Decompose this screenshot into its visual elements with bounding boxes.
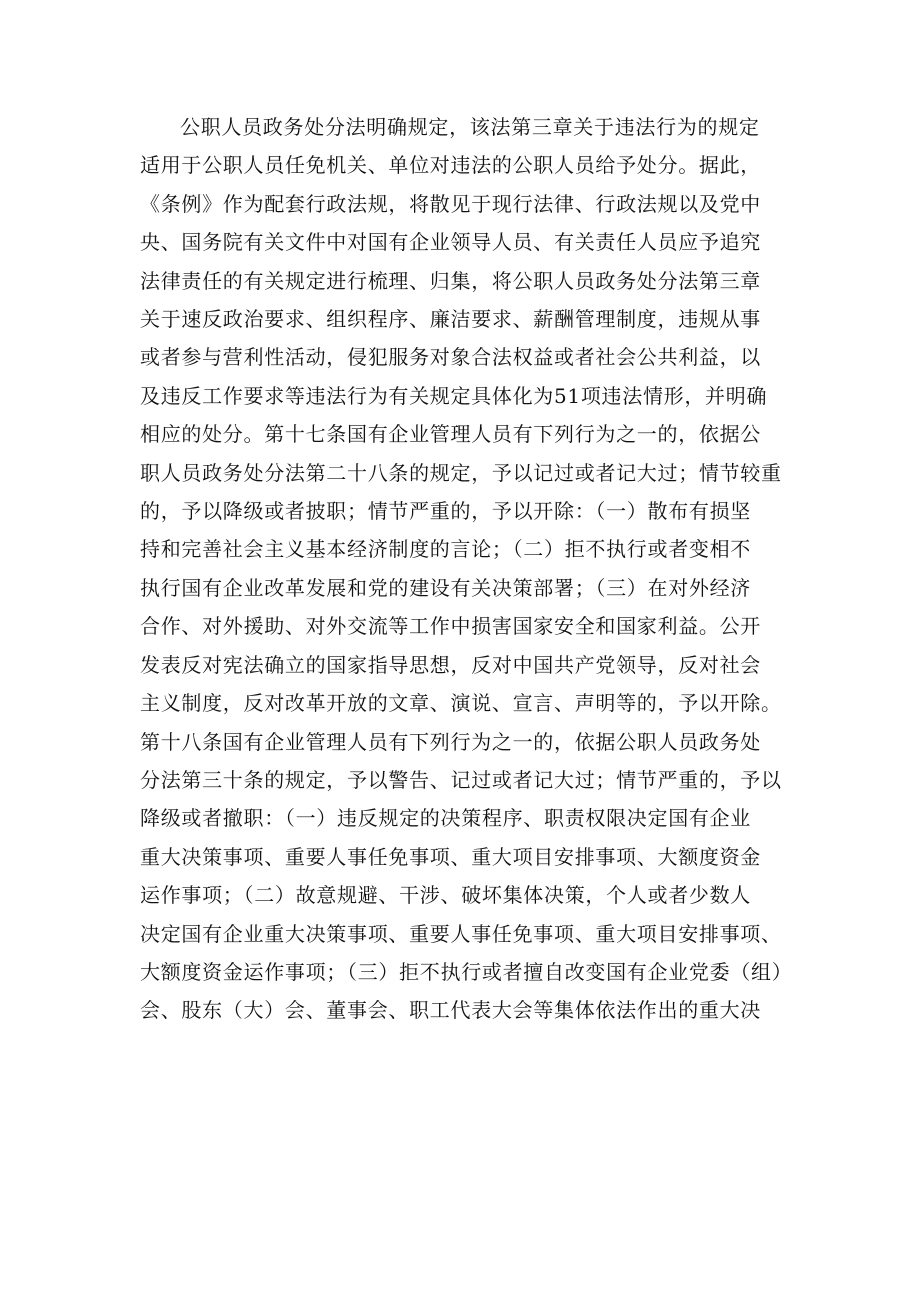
text-line: 央、国务院有关文件中对国有企业领导人员、有关责任人员应予追究 [140,230,761,255]
text-line: 及违反工作要求等违法行为有关规定具体化为51项违法情形，并明确 [140,383,768,408]
body-paragraph [140,108,800,1030]
text-line: 合作、对外援助、对外交流等工作中损害国家安全和国家利益。公开 [140,614,761,639]
text-line: 相应的处分。第十七条国有企业管理人员有下列行为之一的，依据公 [140,422,761,447]
text-line: 的，予以降级或者披职；情节严重的，予以开除：（一）散布有损坚 [140,499,751,524]
text-line: 会、股东（大）会、董事会、职工代表大会等集体依法作出的重大决 [140,998,761,1023]
text-line: 公职人员政务处分法明确规定，该法第三章关于违法行为的规定 [180,115,760,139]
text-line: 大额度资金运作事项；（三）拒不执行或者擅自改变国有企业党委（组） [140,959,793,984]
text-line: 法律责任的有关规定进行梳理、归集，将公职人员政务处分法第三章 [140,268,761,293]
text-line: 或者参与营利性活动，侵犯服务对象合法权益或者社会公共利益，以 [140,345,761,370]
text-line: 职人员政务处分法第二十八条的规定，予以记过或者记大过；情节较重 [140,460,782,485]
text-line: 持和完善社会主义基本经济制度的言论；（二）拒不执行或者变相不 [140,537,751,562]
text-line: 第十八条国有企业管理人员有下列行为之一的，依据公职人员政务处 [140,729,761,754]
text-line: 运作事项；（二）故意规避、干涉、破坏集体决策，个人或者少数人 [140,883,751,908]
text-line: 执行国有企业改革发展和党的建设有关决策部署；（三）在对外经济 [140,575,751,600]
text-line: 主义制度，反对改革开放的文章、演说、宣言、声明等的，予以开除。 [140,691,782,716]
text-line: 《条例》作为配套行政法规，将散见于现行法律、行政法规以及党中 [140,191,761,216]
text-line: 降级或者撤职：（一）违反规定的决策程序、职责权限决定国有企业 [140,806,751,831]
text-line: 适用于公职人员任免机关、单位对违法的公职人员给予处分。据此， [140,153,761,178]
text-line: 关于速反政治要求、组织程序、廉洁要求、薪酬管理制度，违规从事 [140,307,761,332]
text-line: 决定国有企业重大决策事项、重要人事任免事项、重大项目安排事项、 [140,921,782,946]
text-line: 发表反对宪法确立的国家指导思想，反对中国共产党领导，反对社会 [140,652,761,677]
text-line: 重大决策事项、重要人事任免事项、重大项目安排事项、大额度资金 [140,844,761,869]
text-line: 分法第三十条的规定，予以警告、记过或者记大过；情节严重的，予以 [140,767,782,792]
